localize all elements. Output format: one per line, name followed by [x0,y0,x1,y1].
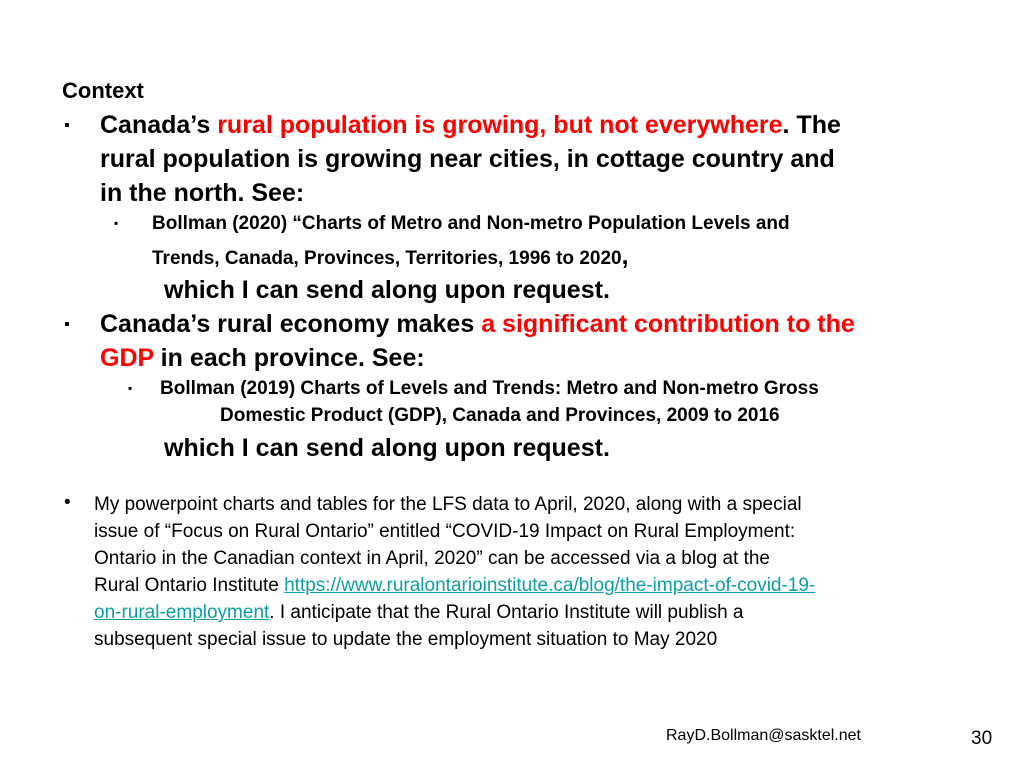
bullet-2-line-2 [100,341,425,375]
sub-bullet-1-line-2-text: Trends, Canada, Provinces, Territories, 1996 to 2020 [152,248,622,269]
bullet-2-highlight-gdp: GDP [100,344,154,372]
bullet-3-line-5 [94,599,744,626]
page-number: 30 [971,728,993,749]
sub-bullet-1-line-2 [152,241,629,274]
sub-bullet-2-icon: ▪ [128,381,133,395]
request-note-2: which I can send along upon request. [164,434,610,462]
bullet-square-icon: ▪ [64,316,70,333]
slide-heading: Context [62,78,144,103]
request-note-1: which I can send along upon request. [164,276,610,304]
sub-bullet-2-line-2: Domestic Product (GDP), Canada and Provinces, 2009 to 2016 [220,405,780,426]
bullet-1-line-3: in the north. See: [100,179,305,207]
bullet-1-line-2: rural population is growing near cities, in cottage country and [100,145,835,173]
bullet-1-text-end: . The [782,111,841,139]
bullet-3-line-3: Ontario in the Canadian context in April, 2020” can be accessed via a blog at the [94,548,770,569]
footer-email: RayD.Bollman@sasktel.net [666,727,861,744]
bullet-1-line-1 [100,108,841,142]
bullet-3-line-2: issue of “Focus on Rural Ontario” entitled “COVID-19 Impact on Rural Employment: [94,521,796,542]
sub-bullet-2-line-1: Bollman (2019) Charts of Levels and Trends: Metro and Non-metro Gross [160,378,819,399]
bullet-1-text: Canada’s [100,111,218,139]
sub-bullet-1-comma: , [621,242,629,270]
sub-bullet-1-line-1: Bollman (2020) “Charts of Metro and Non-metro Population Levels and [152,213,790,234]
sub-bullet-1-icon: ▪ [114,216,119,230]
bullet-3-line-6: subsequent special issue to update the employment situation to May 2020 [94,629,718,650]
bullet-3-text: Rural Ontario Institute [94,575,285,596]
bullet-2-highlight: a significant contribution to the [481,310,855,338]
bullet-square-icon: ▪ [64,117,70,134]
bullet-2-text-end: in each province. See: [153,344,425,372]
bullet-dot-icon: • [64,492,71,513]
bullet-3-line-1: My powerpoint charts and tables for the LFS data to April, 2020, along with a special [94,494,802,515]
bullet-3-line-4 [94,572,815,599]
bullet-1-highlight: rural population is growing, but not everywhere [217,111,783,139]
roi-blog-link-continued[interactable]: on-rural-employment [94,602,270,623]
roi-blog-link[interactable]: https://www.ruralontarioinstitute.ca/blog/the-impact-of-covid-19- [284,575,816,596]
bullet-3-text-2: . I anticipate that the Rural Ontario Institute will publish a [269,602,744,623]
bullet-2-text: Canada’s rural economy makes [100,310,482,338]
bullet-2-line-1 [100,307,855,341]
